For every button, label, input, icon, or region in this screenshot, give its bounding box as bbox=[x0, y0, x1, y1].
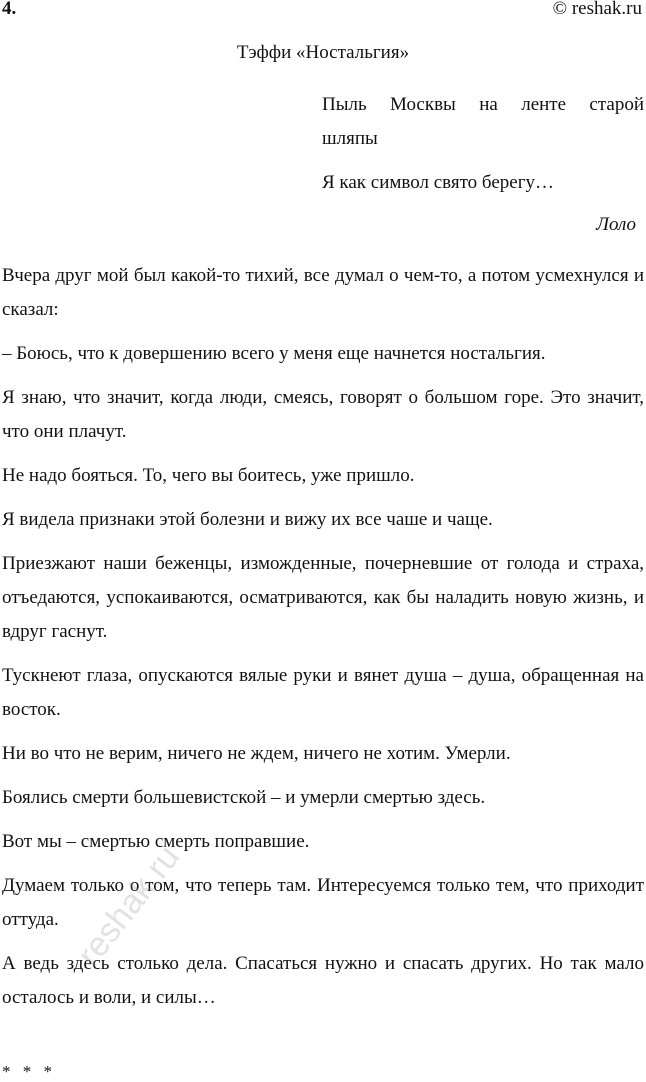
page-header bbox=[0, 0, 646, 22]
body-text bbox=[2, 259, 644, 1025]
epigraph-line-1-continuation: шляпы bbox=[322, 128, 378, 149]
epigraph-line-2: Я как символ свято берегу… bbox=[322, 172, 554, 193]
paragraph: Приезжают наши беженцы, изможденные, почерневшие от голода и страха, отъедаются, успокаиваются, осматриваются, как бы наладить новую жизнь, и вдруг гаснут. bbox=[2, 553, 644, 642]
epigraph bbox=[322, 88, 644, 200]
paragraph: Не надо бояться. То, чего вы боитесь, уже пришло. bbox=[2, 465, 415, 486]
section-separator: * * * bbox=[2, 1062, 56, 1081]
paragraph: Тускнеют глаза, опускаются вялые руки и вянет душа – душа, обращенная на восток. bbox=[2, 665, 644, 720]
paragraph: А ведь здесь столько дела. Спасаться нужно и спасать других. Но так мало осталось и воли, и силы… bbox=[2, 953, 644, 1008]
epigraph-author: Лоло bbox=[596, 214, 636, 235]
paragraph: Я знаю, что значит, когда люди, смеясь, говорят о большом горе. Это значит, что они плачут. bbox=[2, 387, 644, 442]
paragraph: Вчера друг мой был какой-то тихий, все думал о чем-то, а потом усмехнулся и сказал: bbox=[2, 265, 644, 320]
paragraph: – Боюсь, что к довершению всего у меня еще начнется ностальгия. bbox=[2, 343, 546, 364]
document-title: Тэффи «Ностальгия» bbox=[236, 42, 410, 63]
paragraph: Я видела признаки этой болезни и вижу их все чаше и чаще. bbox=[2, 509, 493, 530]
paragraph: Думаем только о том, что теперь там. Интересуемся только тем, что приходит оттуда. bbox=[2, 875, 644, 930]
site-copyright: © reshak.ru bbox=[552, 0, 642, 19]
paragraph: Вот мы – смертью смерть поправшие. bbox=[2, 831, 310, 852]
epigraph-line-1: Пыль Москвы на ленте старой bbox=[322, 94, 644, 115]
paragraph: Боялись смерти большевистской – и умерли смертью здесь. bbox=[2, 787, 486, 808]
watermark: reshak.ru bbox=[70, 838, 188, 974]
task-number: 4. bbox=[2, 0, 17, 19]
paragraph: Ни во что не верим, ничего не ждем, ничего не хотим. Умерли. bbox=[2, 743, 511, 764]
